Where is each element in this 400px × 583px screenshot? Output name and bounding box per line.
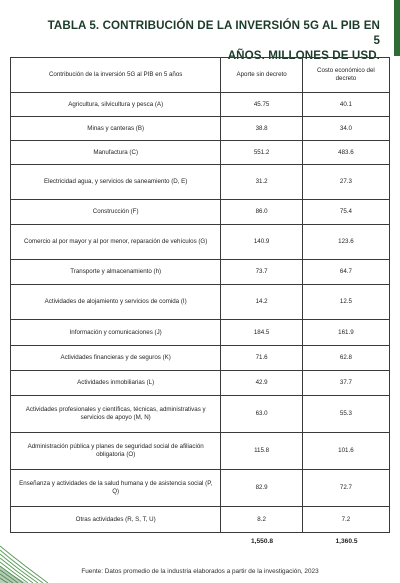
row-costo: 62.8 <box>302 346 389 371</box>
row-aporte: 73.7 <box>221 260 302 285</box>
table-row <box>11 141 390 165</box>
total-costo: 1,360.5 <box>335 538 358 545</box>
title-line-1: TABLA 5. CONTRIBUCIÓN DE LA INVERSIÓN 5G AL PIB EN 5 <box>47 19 380 47</box>
row-costo: 161.9 <box>302 320 389 346</box>
row-sector: Minas y canteras (B) <box>11 117 221 141</box>
row-aporte: 63.0 <box>221 396 302 433</box>
row-aporte: 82.9 <box>221 470 302 507</box>
row-sector: Actividades inmobiliarias (L) <box>11 371 221 396</box>
row-sector: Agricultura, silvicultura y pesca (A) <box>11 93 221 117</box>
table-row <box>11 371 390 396</box>
row-aporte: 184.5 <box>221 320 302 346</box>
row-costo: 64.7 <box>302 260 389 285</box>
row-sector: Actividades de alojamiento y servicios de comida (I) <box>11 285 221 320</box>
table-row <box>11 225 390 260</box>
row-aporte: 45.75 <box>221 93 302 117</box>
contribution-table <box>10 57 390 533</box>
row-sector: Comercio al por mayor y al por menor, reparación de vehículos (G) <box>11 225 221 260</box>
table-row <box>11 346 390 371</box>
table-row <box>11 433 390 470</box>
row-sector: Manufactura (C) <box>11 141 221 165</box>
row-sector: Información y comunicaciones (J) <box>11 320 221 346</box>
row-sector: Actividades profesionales y científicas, técnicas, administrativas y servicios de apoyo (M, N) <box>11 396 221 433</box>
table-row <box>11 93 390 117</box>
header-aporte: Aporte sin decreto <box>221 58 302 93</box>
title-line-2: AÑOS. MILLONES DE USD. <box>227 49 380 62</box>
table-row <box>11 117 390 141</box>
green-accent-bar <box>394 0 400 56</box>
row-aporte: 71.6 <box>221 346 302 371</box>
table-row <box>11 260 390 285</box>
header-costo: Costo económico del decreto <box>302 58 389 93</box>
row-aporte: 42.9 <box>221 371 302 396</box>
row-aporte: 86.0 <box>221 200 302 225</box>
row-sector: Actividades financieras y de seguros (K) <box>11 346 221 371</box>
row-aporte: 8.2 <box>221 507 302 533</box>
row-costo: 75.4 <box>302 200 389 225</box>
total-aporte: 1,550.8 <box>251 538 273 545</box>
table-row <box>11 200 390 225</box>
row-costo: 72.7 <box>302 470 389 507</box>
row-sector: Construcción (F) <box>11 200 221 225</box>
totals-row <box>10 538 390 548</box>
table-row <box>11 396 390 433</box>
row-sector: Electricidad agua, y servicios de saneamiento (D, E) <box>11 165 221 200</box>
table-row <box>11 470 390 507</box>
row-aporte: 14.2 <box>221 285 302 320</box>
row-costo: 7.2 <box>302 507 389 533</box>
row-sector: Otras actividades (R, S, T, U) <box>11 507 221 533</box>
row-aporte: 140.9 <box>221 225 302 260</box>
header-sector: Contribución de la inversión 5G al PIB en 5 años <box>11 58 221 93</box>
row-costo: 101.6 <box>302 433 389 470</box>
row-aporte: 31.2 <box>221 165 302 200</box>
table-row <box>11 320 390 346</box>
table-header-row <box>11 58 390 93</box>
row-costo: 12.5 <box>302 285 389 320</box>
row-aporte: 38.8 <box>221 117 302 141</box>
table-row <box>11 507 390 533</box>
row-aporte: 551.2 <box>221 141 302 165</box>
table-row <box>11 165 390 200</box>
row-aporte: 115.8 <box>221 433 302 470</box>
row-costo: 37.7 <box>302 371 389 396</box>
source-note: Fuente: Datos promedio de la industria elaborados a partir de la investigación, 2023 <box>81 568 319 575</box>
row-sector: Enseñanza y actividades de la salud humana y de asistencia social (P, Q) <box>11 470 221 507</box>
row-costo: 40.1 <box>302 93 389 117</box>
green-stripes-decoration <box>0 538 60 583</box>
row-sector: Transporte y almacenamiento (h) <box>11 260 221 285</box>
row-costo: 483.6 <box>302 141 389 165</box>
row-costo: 55.3 <box>302 396 389 433</box>
row-sector: Administración pública y planes de seguridad social de afiliación obligatoria (O) <box>11 433 221 470</box>
row-costo: 34.0 <box>302 117 389 141</box>
row-costo: 123.6 <box>302 225 389 260</box>
table-row <box>11 285 390 320</box>
row-costo: 27.3 <box>302 165 389 200</box>
